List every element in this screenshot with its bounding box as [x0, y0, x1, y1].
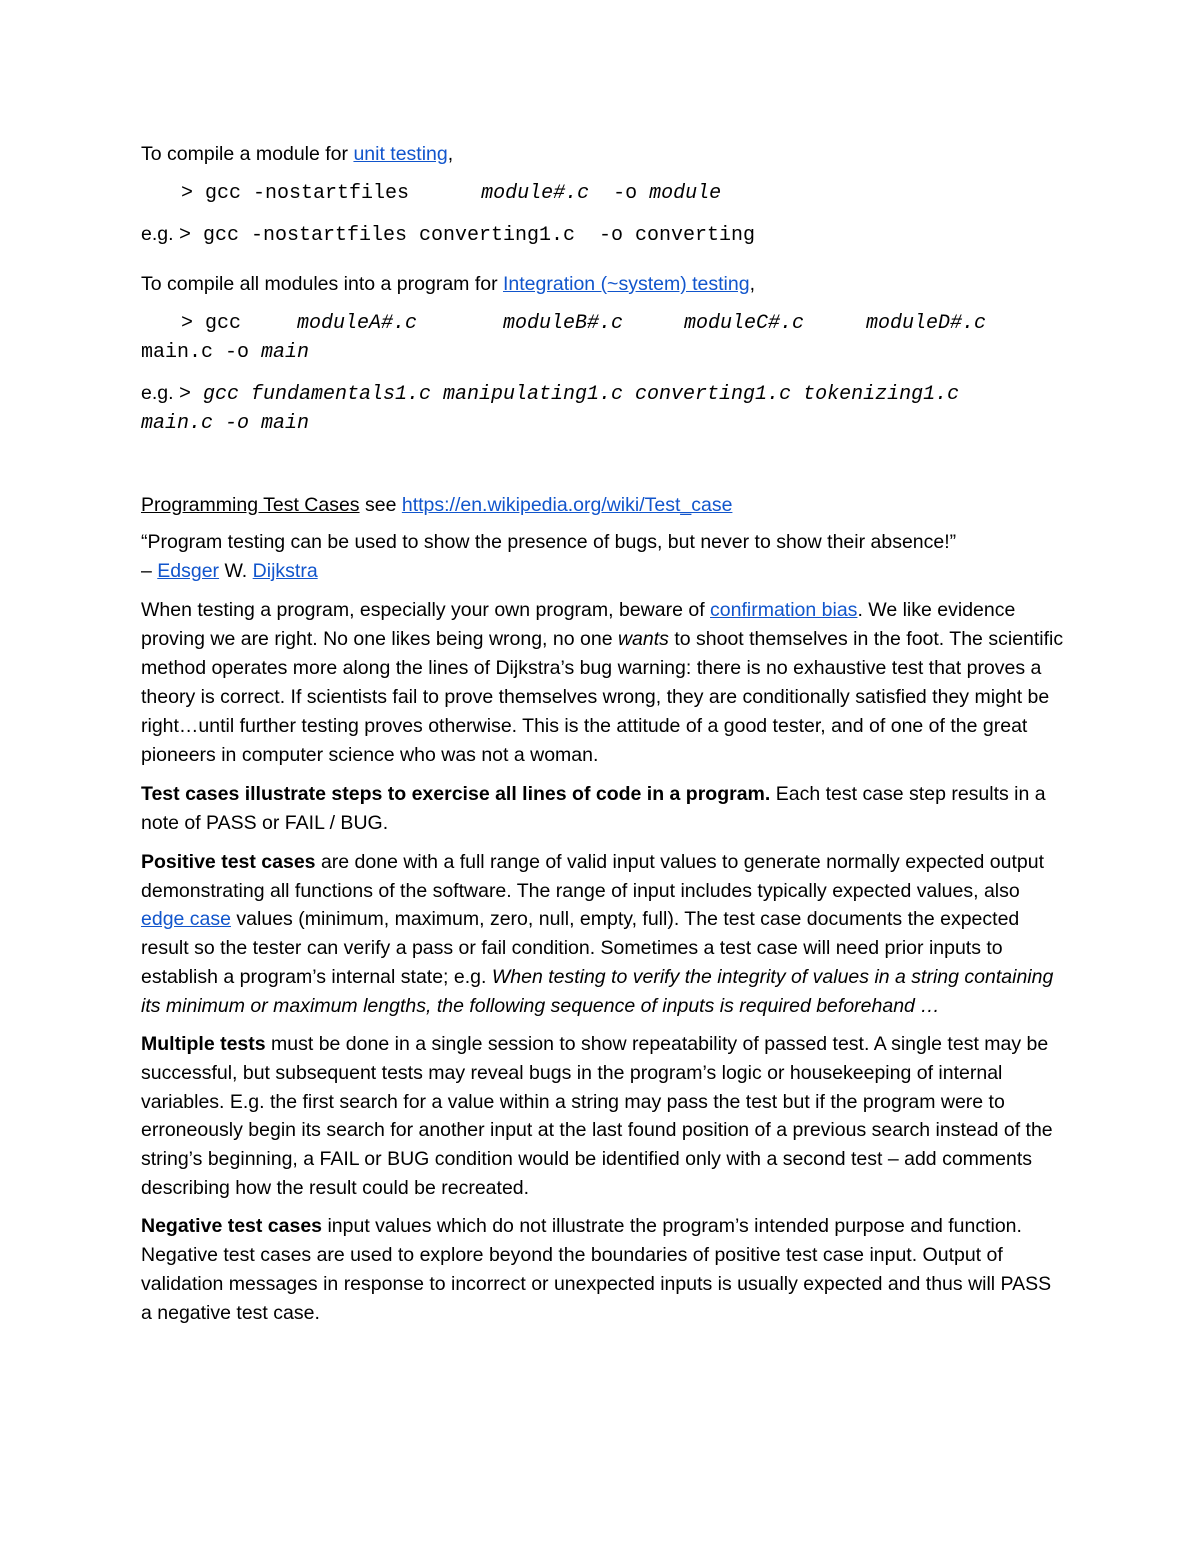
unit-testing-intro	[141, 140, 1066, 169]
integration-compile-example	[141, 379, 1066, 438]
bias-text-c: to shoot themselves in the foot. The scientific method operates more along the lines of Dijkstra’s bug warning: there is no exhaustive test that proves a theory is correct. If scientists fail to prove themselves wrong, they are conditionally satisfied they might be right…until further testing proves otherwise. This is the attitude of a good tester, and of one of the great pioneers in computer science who was not a woman.	[141, 628, 1064, 766]
negative-bold: Negative test cases	[141, 1215, 323, 1238]
quote-middle: W.	[219, 560, 253, 582]
test-cases-rest: Each test case step results in a note of PASS or FAIL / BUG.	[141, 783, 1046, 834]
dijkstra-quote	[141, 528, 1066, 586]
multiple-bold: Multiple tests	[141, 1033, 266, 1056]
positive-bold: Positive test cases	[141, 851, 316, 873]
cmd-module-a: moduleA#.c	[297, 312, 418, 335]
unit-compile-command	[141, 179, 1066, 208]
confirmation-bias-link[interactable]: confirmation bias	[710, 599, 858, 621]
bias-text-b: . We like evidence proving we are right. No one likes being wrong, no one	[141, 599, 1016, 650]
multiple-rest: must be done in a single session to show repeatability of passed test. A single test may be successful, but subsequent tests may reveal bugs in the program’s logic or housekeeping of internal variables. E.g. the first search for a value within a string may pass the test but if the program were to erroneously begin its search for another input at the last found position of a previous search instead of the string’s beginning, a FAIL or BUG condition would be identified only with a second test – add comments describing how the result could be recreated.	[141, 1033, 1053, 1199]
integration-intro-text: To compile all modules into a program for	[141, 273, 503, 295]
eg-prefix-2: e.g.	[141, 382, 179, 404]
multiple-tests-paragraph	[141, 1030, 1066, 1202]
integration-testing-link[interactable]: Integration (~system) testing	[503, 273, 750, 295]
cmd-gcc: > gcc	[181, 312, 242, 335]
cmd-module-c: module#.c	[481, 182, 590, 205]
cmd-module-out: module	[649, 182, 722, 205]
negative-rest: input values which do not illustrate the program’s intended purpose and function. Negative test cases are used to explore beyond the boundaries of positive test case input. Output of validation messages in response to incorrect or unexpected inputs is usually expected and thus will PASS a negative test case.	[141, 1215, 1052, 1324]
eg-line-1: gcc fundamentals1.c manipulating1.c converting1.c tokenizing1.c	[202, 383, 960, 406]
edsger-link[interactable]: Edsger	[157, 560, 220, 582]
cmd-o-flag: -o	[613, 182, 638, 205]
unit-intro-tail: ,	[447, 143, 454, 165]
wikipedia-test-case-link[interactable]: https://en.wikipedia.org/wiki/Test_case	[401, 494, 733, 516]
section-heading: Programming Test Cases	[141, 494, 360, 516]
positive-emphasis: When testing to verify the integrity of values in a string containing its minimum or maximum lengths, the following sequence of inputs is required beforehand …	[141, 965, 1054, 1017]
document-page	[141, 140, 1066, 1337]
eg-gt: >	[178, 383, 203, 406]
quote-text: “Program testing can be used to show the presence of bugs, but never to show their absence!”	[141, 531, 957, 553]
integration-compile-command	[141, 309, 1066, 367]
confirmation-bias-paragraph	[141, 596, 1066, 770]
negative-test-cases-paragraph	[141, 1212, 1066, 1327]
positive-test-cases-paragraph	[141, 848, 1066, 1020]
cmd-module-d: moduleD#.c	[866, 312, 987, 335]
integration-intro-tail: ,	[749, 273, 755, 295]
bias-text-a: When testing a program, especially your own program, beware of	[141, 599, 711, 621]
unit-compile-example	[141, 220, 1066, 250]
test-cases-paragraph	[141, 780, 1066, 838]
edge-case-link[interactable]: edge case	[141, 908, 231, 931]
eg-command: > gcc -nostartfiles converting1.c -o converting	[178, 224, 756, 247]
eg-prefix: e.g.	[141, 223, 179, 245]
cmd-main-out: main	[261, 341, 310, 364]
unit-intro-text: To compile a module for	[141, 143, 354, 165]
cmd-prompt: > gcc -nostartfiles	[181, 182, 410, 205]
positive-text-b: values (minimum, maximum, zero, null, empty, full). The test case documents the expected result so the tester can verify a pass or fail condition. Sometimes a test case will need prior inputs to establish a program’s internal state; e.g.	[141, 908, 1020, 988]
unit-testing-link[interactable]: unit testing	[353, 143, 448, 165]
dijkstra-link[interactable]: Dijkstra	[252, 560, 318, 582]
test-cases-bold: Test cases illustrate steps to exercise all lines of code in a program.	[141, 783, 771, 805]
section-heading-line	[141, 491, 1066, 520]
quote-dash: –	[141, 560, 158, 582]
positive-text-a: are done with a full range of valid input values to generate normally expected output demonstrating all functions of the software. The range of input includes typically expected values, also	[141, 851, 1044, 902]
bias-emphasis: wants	[617, 628, 669, 650]
cmd-main-plain: main.c -o	[141, 341, 262, 364]
cmd-module-c: moduleC#.c	[684, 312, 805, 335]
cmd-module-b: moduleB#.c	[503, 312, 624, 335]
eg-line-2: main.c -o main	[141, 412, 310, 435]
section-see: see	[359, 494, 402, 516]
integration-intro	[141, 270, 1066, 299]
